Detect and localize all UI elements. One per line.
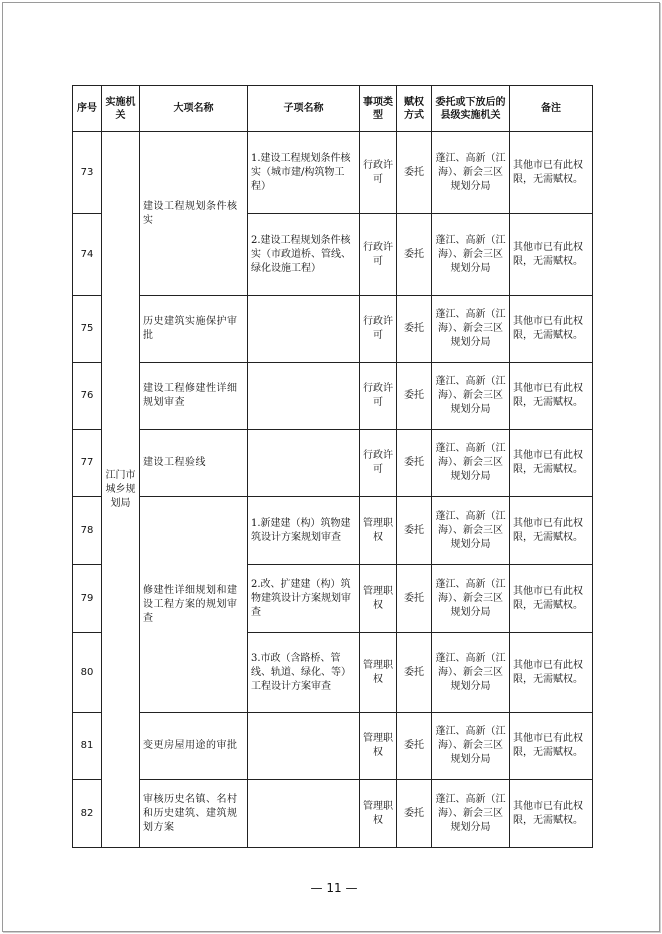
- agency-cell: 江门市城乡规划局: [102, 132, 140, 848]
- sub-item-cell: [248, 430, 360, 497]
- main-item-cell: 审核历史名镇、名村和历史建筑、建筑规划方案: [140, 780, 248, 848]
- sub-item-cell: 1.新建建（构）筑物建筑设计方案规划审查: [248, 497, 360, 565]
- table-row: [73, 132, 593, 214]
- header-sub-item: 子项名称: [248, 86, 360, 132]
- sub-item-cell: [248, 713, 360, 780]
- seq-cell: 82: [73, 780, 102, 848]
- main-item-cell: 建设工程验线: [140, 430, 248, 497]
- county-agency-cell: 蓬江、高新（江海）、新会三区规划分局: [432, 363, 510, 430]
- grant-mode-cell: 委托: [397, 132, 432, 214]
- table-row: [73, 780, 593, 848]
- seq-cell: 79: [73, 565, 102, 633]
- header-item-type: 事项类型: [360, 86, 397, 132]
- sub-item-cell: 3.市政（含路桥、管线、轨道、绿化、等）工程设计方案审查: [248, 633, 360, 713]
- table-row: [73, 497, 593, 565]
- main-item-cell: 变更房屋用途的审批: [140, 713, 248, 780]
- county-agency-cell: 蓬江、高新（江海）、新会三区规划分局: [432, 633, 510, 713]
- grant-mode-cell: 委托: [397, 296, 432, 363]
- main-item-cell: 修建性详细规划和建设工程方案的规划审查: [140, 497, 248, 713]
- main-item-cell: 建设工程规划条件核实: [140, 132, 248, 296]
- page-number: — 11 —: [310, 881, 358, 895]
- county-agency-cell: 蓬江、高新（江海）、新会三区规划分局: [432, 780, 510, 848]
- header-county-agency: 委托或下放后的县级实施机关: [432, 86, 510, 132]
- grant-mode-cell: 委托: [397, 430, 432, 497]
- seq-cell: 73: [73, 132, 102, 214]
- document-page: [2, 2, 660, 932]
- county-agency-cell: 蓬江、高新（江海）、新会三区规划分局: [432, 565, 510, 633]
- county-agency-cell: 蓬江、高新（江海）、新会三区规划分局: [432, 132, 510, 214]
- header-grant-mode: 赋权方式: [397, 86, 432, 132]
- grant-mode-cell: 委托: [397, 713, 432, 780]
- note-cell: 其他市已有此权限，无需赋权。: [510, 363, 593, 430]
- note-cell: 其他市已有此权限，无需赋权。: [510, 565, 593, 633]
- main-item-cell: 建设工程修建性详细规划审查: [140, 363, 248, 430]
- main-item-cell: 历史建筑实施保护审批: [140, 296, 248, 363]
- grant-mode-cell: 委托: [397, 363, 432, 430]
- header-agency: 实施机关: [102, 86, 140, 132]
- note-cell: 其他市已有此权限，无需赋权。: [510, 430, 593, 497]
- note-cell: 其他市已有此权限，无需赋权。: [510, 214, 593, 296]
- item-type-cell: 行政许可: [360, 132, 397, 214]
- sub-item-cell: 2.建设工程规划条件核实（市政道桥、管线、绿化设施工程）: [248, 214, 360, 296]
- header-main-item: 大项名称: [140, 86, 248, 132]
- grant-mode-cell: 委托: [397, 633, 432, 713]
- seq-cell: 76: [73, 363, 102, 430]
- county-agency-cell: 蓬江、高新（江海）、新会三区规划分局: [432, 497, 510, 565]
- sub-item-cell: [248, 780, 360, 848]
- note-cell: 其他市已有此权限，无需赋权。: [510, 780, 593, 848]
- table-header-row: [73, 86, 593, 132]
- sub-item-cell: [248, 296, 360, 363]
- county-agency-cell: 蓬江、高新（江海）、新会三区规划分局: [432, 296, 510, 363]
- grant-mode-cell: 委托: [397, 497, 432, 565]
- table-row: [73, 430, 593, 497]
- seq-cell: 74: [73, 214, 102, 296]
- item-type-cell: 行政许可: [360, 214, 397, 296]
- item-type-cell: 管理职权: [360, 713, 397, 780]
- item-type-cell: 管理职权: [360, 497, 397, 565]
- item-type-cell: 行政许可: [360, 430, 397, 497]
- seq-cell: 81: [73, 713, 102, 780]
- county-agency-cell: 蓬江、高新（江海）、新会三区规划分局: [432, 214, 510, 296]
- header-seq: 序号: [73, 86, 102, 132]
- item-type-cell: 行政许可: [360, 363, 397, 430]
- item-type-cell: 行政许可: [360, 296, 397, 363]
- seq-cell: 80: [73, 633, 102, 713]
- seq-cell: 78: [73, 497, 102, 565]
- grant-mode-cell: 委托: [397, 780, 432, 848]
- note-cell: 其他市已有此权限，无需赋权。: [510, 713, 593, 780]
- header-note: 备注: [510, 86, 593, 132]
- sub-item-cell: 2.改、扩建建（构）筑物建筑设计方案规划审查: [248, 565, 360, 633]
- seq-cell: 77: [73, 430, 102, 497]
- item-type-cell: 管理职权: [360, 633, 397, 713]
- sub-item-cell: 1.建设工程规划条件核实（城市建/构筑物工程）: [248, 132, 360, 214]
- seq-cell: 75: [73, 296, 102, 363]
- county-agency-cell: 蓬江、高新（江海）、新会三区规划分局: [432, 713, 510, 780]
- note-cell: 其他市已有此权限，无需赋权。: [510, 633, 593, 713]
- note-cell: 其他市已有此权限，无需赋权。: [510, 132, 593, 214]
- table-row: [73, 296, 593, 363]
- table-row: [73, 363, 593, 430]
- county-agency-cell: 蓬江、高新（江海）、新会三区规划分局: [432, 430, 510, 497]
- table-row: [73, 713, 593, 780]
- grant-mode-cell: 委托: [397, 214, 432, 296]
- item-type-cell: 管理职权: [360, 780, 397, 848]
- item-type-cell: 管理职权: [360, 565, 397, 633]
- grant-mode-cell: 委托: [397, 565, 432, 633]
- note-cell: 其他市已有此权限，无需赋权。: [510, 296, 593, 363]
- note-cell: 其他市已有此权限，无需赋权。: [510, 497, 593, 565]
- sub-item-cell: [248, 363, 360, 430]
- authority-table: [72, 85, 593, 848]
